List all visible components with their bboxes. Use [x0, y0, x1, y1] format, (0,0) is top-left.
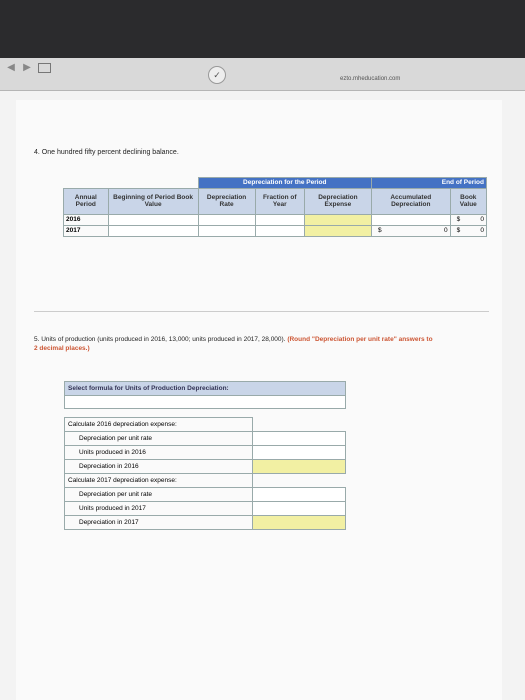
list-item: [65, 418, 346, 432]
nav-buttons: [4, 62, 36, 73]
list-item: [65, 432, 346, 446]
currency-symbol: $: [456, 216, 461, 223]
value-input[interactable]: [253, 446, 346, 460]
list-item: [65, 446, 346, 460]
expense-input[interactable]: [304, 225, 371, 236]
sidebar-icon[interactable]: [38, 63, 51, 73]
list-item: [65, 460, 346, 474]
group-header-period: Depreciation for the Period: [198, 178, 371, 189]
col-accumulated-depreciation: Accumulated Depreciation: [371, 188, 450, 214]
line-label: Units produced in 2016: [65, 446, 253, 460]
currency-symbol: $: [377, 227, 382, 234]
line-label: Calculate 2016 depreciation expense:: [65, 418, 253, 432]
back-icon[interactable]: ◀: [7, 62, 15, 73]
row-year: 2016: [64, 214, 109, 225]
col-depreciation-expense: Depreciation Expense: [304, 188, 371, 214]
expense-input[interactable]: [304, 214, 371, 225]
beginning-value-input[interactable]: [108, 225, 198, 236]
forward-icon[interactable]: ▶: [23, 62, 31, 73]
beginning-value-input[interactable]: [108, 214, 198, 225]
book-value: 0: [480, 227, 484, 234]
book-value: 0: [480, 216, 484, 223]
row-year: 2017: [64, 225, 109, 236]
list-item: [65, 502, 346, 516]
line-label: Depreciation in 2016: [65, 460, 253, 474]
col-depreciation-rate: Depreciation Rate: [198, 188, 255, 214]
question-5-text: 5. Units of production (units produced in 2016, 13,000; units produced in 2017, 28,000).: [34, 336, 286, 343]
spacer: [253, 474, 346, 488]
fraction-input[interactable]: [255, 225, 304, 236]
value-input[interactable]: [253, 432, 346, 446]
book-value-cell: [450, 225, 486, 236]
line-label: Depreciation per unit rate: [65, 488, 253, 502]
rate-input[interactable]: [198, 225, 255, 236]
group-header-end: End of Period: [371, 178, 486, 189]
accumulated-cell: [371, 225, 450, 236]
value-input[interactable]: [253, 488, 346, 502]
browser-toolbar: [0, 58, 525, 91]
line-label: Calculate 2017 depreciation expense:: [65, 474, 253, 488]
line-label: Units produced in 2017: [65, 502, 253, 516]
list-item: [65, 516, 346, 530]
line-label: Depreciation in 2017: [65, 516, 253, 530]
address-bar[interactable]: ezto.mheducation.com: [340, 76, 401, 82]
system-bezel: [0, 0, 525, 58]
list-item: [65, 474, 346, 488]
col-fraction-of-year: Fraction of Year: [255, 188, 304, 214]
table-row: [64, 214, 487, 225]
value-input[interactable]: [253, 516, 346, 530]
list-item: [65, 488, 346, 502]
col-annual-period: Annual Period: [64, 188, 109, 214]
units-production-table: [64, 381, 346, 530]
declining-balance-table: [63, 177, 487, 237]
accumulated-value: 0: [443, 227, 448, 234]
currency-symbol: $: [456, 227, 461, 234]
rate-input[interactable]: [198, 214, 255, 225]
spacer: [253, 418, 346, 432]
book-value-cell: [450, 214, 486, 225]
value-input[interactable]: [253, 460, 346, 474]
shield-check-icon[interactable]: ✓: [208, 66, 226, 84]
accumulated-input[interactable]: [371, 214, 450, 225]
col-book-value: Book Value: [450, 188, 486, 214]
question-5-title: [34, 335, 434, 353]
line-label: Depreciation per unit rate: [65, 432, 253, 446]
rounding-note: (Round "Depreciation per unit rate" answers to 2 decimal places.): [34, 336, 433, 352]
fraction-input[interactable]: [255, 214, 304, 225]
value-input[interactable]: [253, 502, 346, 516]
col-beginning-book-value: Beginning of Period Book Value: [108, 188, 198, 214]
formula-header: Select formula for Units of Production Depreciation:: [65, 382, 346, 396]
table-row: [64, 225, 487, 236]
divider: [34, 311, 489, 312]
question-4-title: 4. One hundred fifty percent declining balance.: [34, 149, 179, 156]
formula-select[interactable]: [65, 396, 346, 409]
